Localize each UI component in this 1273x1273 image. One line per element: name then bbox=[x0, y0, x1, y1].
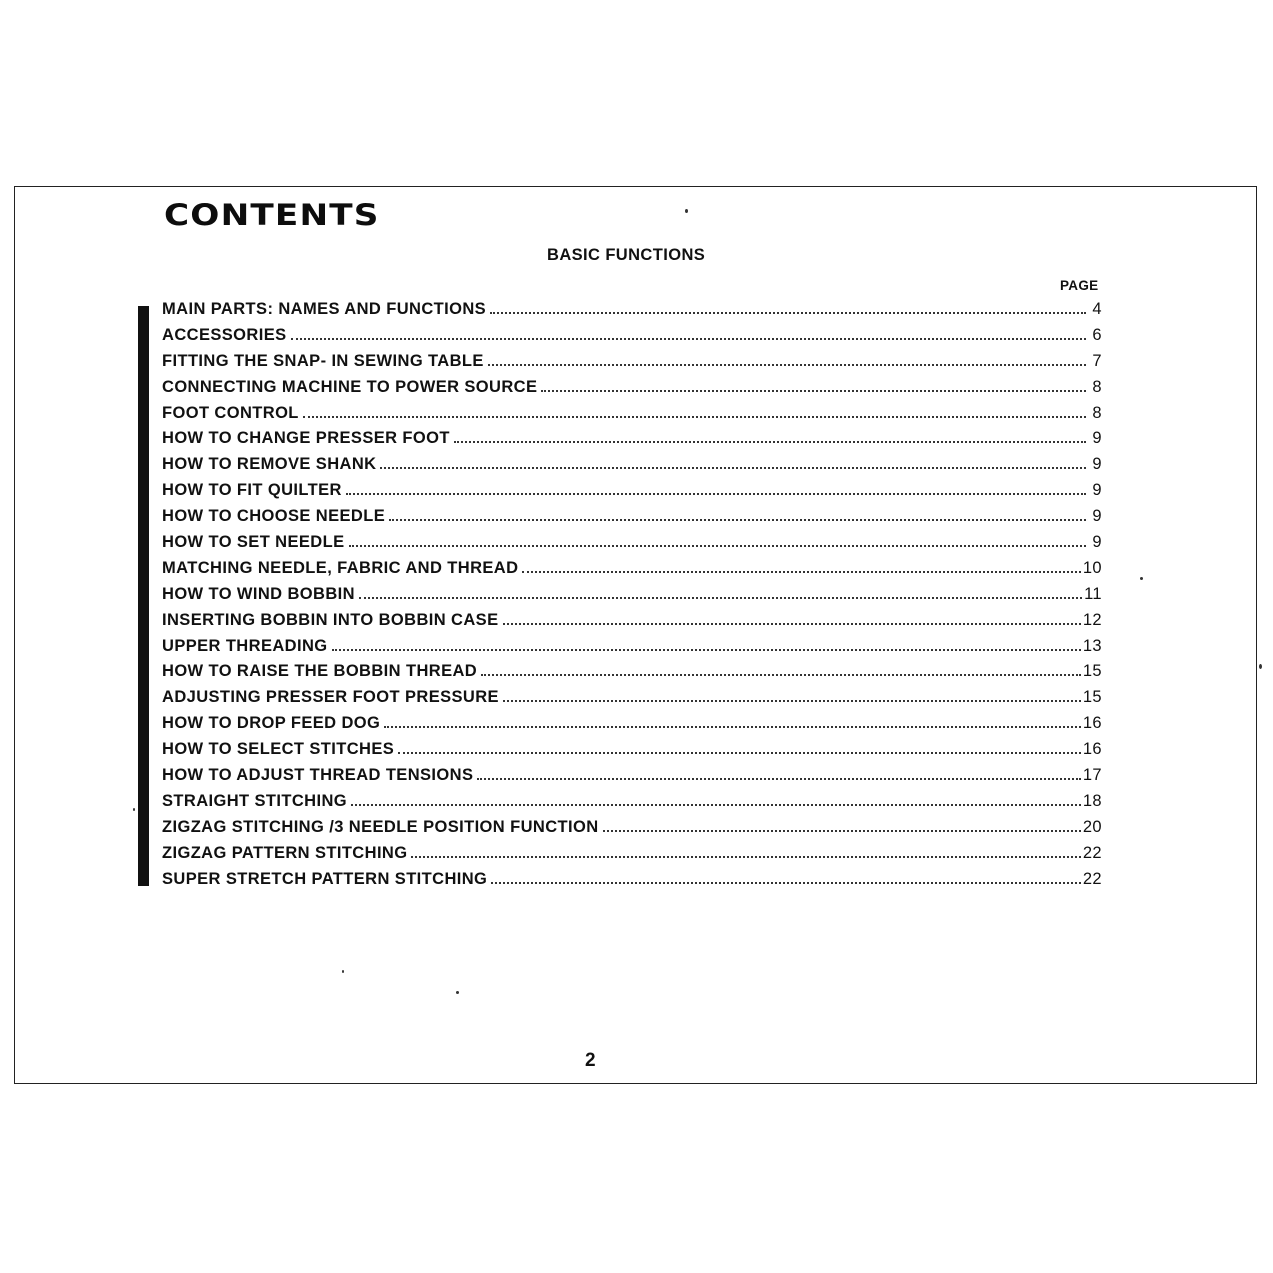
dot-leader bbox=[303, 416, 1086, 418]
toc-entry-title: HOW TO SELECT STITCHES bbox=[162, 740, 395, 759]
toc-entry-page: 9 bbox=[1092, 481, 1102, 500]
dot-leader bbox=[454, 441, 1086, 443]
toc-entry bbox=[162, 611, 1102, 637]
dot-leader bbox=[351, 804, 1081, 806]
toc-entry bbox=[162, 300, 1102, 326]
toc-entry-title: HOW TO CHOOSE NEEDLE bbox=[162, 507, 386, 526]
toc-entry bbox=[162, 714, 1102, 740]
scan-speck bbox=[1259, 664, 1262, 669]
toc-entry bbox=[162, 870, 1102, 896]
toc-entry-page: 7 bbox=[1092, 351, 1102, 370]
dot-leader bbox=[389, 519, 1086, 521]
toc-entry-page: 8 bbox=[1092, 377, 1102, 396]
toc-entry-title: HOW TO REMOVE SHANK bbox=[162, 455, 377, 474]
toc-entry bbox=[162, 766, 1102, 792]
dot-leader bbox=[477, 778, 1080, 780]
toc-entry-title: INSERTING BOBBIN INTO BOBBIN CASE bbox=[162, 610, 499, 629]
toc-entry bbox=[162, 352, 1102, 378]
dot-leader bbox=[332, 649, 1081, 651]
dot-leader bbox=[359, 597, 1082, 599]
dot-leader bbox=[384, 726, 1081, 728]
scan-speck bbox=[685, 209, 688, 213]
toc-entry-page: 15 bbox=[1082, 662, 1102, 681]
dot-leader bbox=[541, 390, 1086, 392]
toc-entry-title: STRAIGHT STITCHING bbox=[162, 791, 348, 810]
dot-leader bbox=[522, 571, 1080, 573]
toc-entry bbox=[162, 792, 1102, 818]
scan-speck bbox=[456, 991, 459, 994]
dot-leader bbox=[503, 700, 1081, 702]
toc-entry-page: 10 bbox=[1082, 558, 1102, 577]
toc-entry bbox=[162, 662, 1102, 688]
toc-entry bbox=[162, 559, 1102, 585]
toc-entry bbox=[162, 455, 1102, 481]
toc-entry-page: 12 bbox=[1082, 610, 1102, 629]
dot-leader bbox=[491, 882, 1081, 884]
toc-entry-title: CONNECTING MACHINE TO POWER SOURCE bbox=[162, 377, 538, 396]
toc-entry-page: 16 bbox=[1082, 714, 1102, 733]
toc-entry-page: 20 bbox=[1082, 817, 1102, 836]
toc-entry bbox=[162, 818, 1102, 844]
toc-entry-title: ZIGZAG PATTERN STITCHING bbox=[162, 843, 408, 862]
toc-entry-page: 18 bbox=[1082, 791, 1102, 810]
section-heading: BASIC FUNCTIONS bbox=[547, 246, 706, 264]
toc-entry-title: HOW TO DROP FEED DOG bbox=[162, 714, 381, 733]
toc-entry-title: MATCHING NEEDLE, FABRIC AND THREAD bbox=[162, 558, 519, 577]
toc-entry-title: HOW TO SET NEEDLE bbox=[162, 533, 345, 552]
dot-leader bbox=[503, 623, 1081, 625]
toc-entry-page: 9 bbox=[1092, 429, 1102, 448]
dot-leader bbox=[490, 312, 1086, 314]
toc-entry-title: HOW TO WIND BOBBIN bbox=[162, 584, 355, 603]
toc-entry-page: 11 bbox=[1084, 584, 1102, 603]
page-column-label: PAGE bbox=[1060, 278, 1099, 293]
toc-entry-title: ZIGZAG STITCHING /3 NEEDLE POSITION FUNCTION bbox=[162, 817, 599, 836]
toc-entry-title: HOW TO CHANGE PRESSER FOOT bbox=[162, 429, 450, 448]
dot-leader bbox=[398, 752, 1081, 754]
toc-entry-page: 22 bbox=[1082, 843, 1102, 862]
toc-entry bbox=[162, 637, 1102, 663]
dot-leader bbox=[411, 856, 1080, 858]
dot-leader bbox=[349, 545, 1086, 547]
scan-speck bbox=[1140, 577, 1143, 580]
toc-entry bbox=[162, 844, 1102, 870]
toc-entry bbox=[162, 585, 1102, 611]
toc-entry-title: FOOT CONTROL bbox=[162, 403, 299, 422]
toc-entry-title: HOW TO RAISE THE BOBBIN THREAD bbox=[162, 662, 478, 681]
toc-entry-page: 22 bbox=[1082, 869, 1102, 888]
dot-leader bbox=[291, 338, 1086, 340]
toc-entry-title: MAIN PARTS: NAMES AND FUNCTIONS bbox=[162, 300, 487, 318]
toc-entry bbox=[162, 326, 1102, 352]
toc-entry bbox=[162, 688, 1102, 714]
toc-entry-page: 9 bbox=[1092, 533, 1102, 552]
toc-entry-title: SUPER STRETCH PATTERN STITCHING bbox=[162, 869, 488, 888]
toc-entry-page: 16 bbox=[1082, 740, 1102, 759]
toc-entry-title: ACCESSORIES bbox=[162, 325, 287, 344]
toc-entry-title: HOW TO FIT QUILTER bbox=[162, 481, 342, 500]
toc-entry-title: FITTING THE SNAP- IN SEWING TABLE bbox=[162, 351, 484, 370]
dot-leader bbox=[346, 493, 1086, 495]
toc-entry-page: 6 bbox=[1092, 325, 1102, 344]
toc-entry-page: 15 bbox=[1082, 688, 1102, 707]
dot-leader bbox=[481, 674, 1081, 676]
dot-leader bbox=[380, 467, 1086, 469]
toc-entry bbox=[162, 533, 1102, 559]
toc-entry bbox=[162, 507, 1102, 533]
toc-entry bbox=[162, 404, 1102, 430]
toc-entry-page: 8 bbox=[1092, 403, 1102, 422]
contents-title: CONTENTS bbox=[164, 198, 380, 232]
toc-entry-page: 9 bbox=[1092, 455, 1102, 474]
toc-list bbox=[162, 300, 1102, 895]
dot-leader bbox=[488, 364, 1086, 366]
dot-leader bbox=[603, 830, 1081, 832]
toc-entry-title: ADJUSTING PRESSER FOOT PRESSURE bbox=[162, 688, 499, 707]
scan-speck bbox=[342, 970, 344, 973]
toc-entry bbox=[162, 378, 1102, 404]
toc-entry bbox=[162, 429, 1102, 455]
toc-entry-page: 13 bbox=[1082, 636, 1102, 655]
toc-entry bbox=[162, 740, 1102, 766]
toc-entry-page: 9 bbox=[1092, 507, 1102, 526]
toc-entry-page: 17 bbox=[1082, 766, 1102, 785]
page-number: 2 bbox=[585, 1050, 596, 1071]
scan-speck bbox=[133, 808, 135, 811]
toc-entry-title: HOW TO ADJUST THREAD TENSIONS bbox=[162, 766, 474, 785]
toc-entry-page: 4 bbox=[1092, 300, 1102, 318]
section-marker-bar bbox=[138, 306, 149, 886]
toc-entry-title: UPPER THREADING bbox=[162, 636, 328, 655]
toc-entry bbox=[162, 481, 1102, 507]
